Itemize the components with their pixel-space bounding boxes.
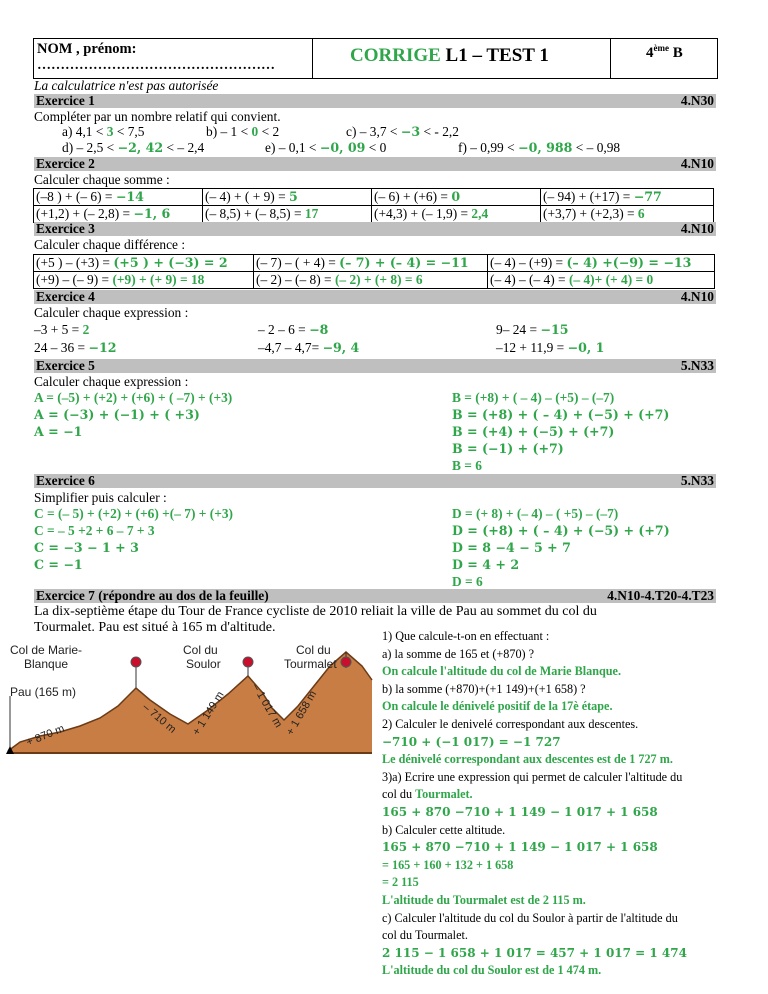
- exercise-3-code: 4.N10: [680, 221, 714, 236]
- ex3-table: [33, 254, 715, 289]
- ex1-item-a: a) 4,1 < 3 < 7,5: [62, 124, 145, 139]
- exercise-5-bar: [34, 359, 716, 373]
- ex7-line: L'altitude du col du Soulor est de 1 474 m.: [382, 963, 602, 978]
- exercise-4-instruction: Calculer chaque expression :: [34, 305, 189, 320]
- ex6-right-line: D = (+ 8) + (– 4) – ( +5) – (–7): [452, 506, 619, 521]
- label-pau: Pau (165 m): [10, 685, 77, 699]
- ex6-right-line: D = 8 −4 − 5 + 7: [452, 540, 571, 555]
- exercise-5-code: 5.N33: [680, 358, 714, 373]
- ex2-table: [33, 188, 714, 223]
- ex6-left-line: C = −3 − 1 + 3: [34, 540, 139, 555]
- stage-profile-illustration: [0, 636, 380, 756]
- ex7-line: b) Calculer cette altitude.: [382, 822, 506, 837]
- ex3-cell: (+5 ) – (+3) = (+5 ) + (−3) = 2: [34, 255, 254, 272]
- exercise-3-title: Exercice 3: [36, 221, 95, 236]
- ex3-cell: (– 7) – ( + 4) = (– 7) + (– 4) = −11: [254, 255, 488, 272]
- ex3-cell: (+9) – (– 9) = (+9) + (+ 9) = 18: [34, 272, 254, 289]
- ex2-cell: (– 94) + (+17) = −77: [541, 189, 714, 206]
- exercise-2-title: Exercice 2: [36, 156, 95, 171]
- ex6-right-line: D = (+8) + ( – 4) + (−5) + (+7): [452, 523, 670, 538]
- ex1-item-e: e) – 0,1 < −0, 09 < 0: [265, 140, 387, 155]
- ex7-line: col du Tourmalet.: [382, 928, 468, 943]
- ex7-line: b) la somme (+870)+(+1 149)+(+1 658) ?: [382, 681, 586, 696]
- exercise-7-bar: [34, 589, 716, 603]
- exercise-6-instruction: Simplifier puis calculer :: [34, 490, 167, 505]
- ex7-line: 3)a) Ecrire une expression qui permet de calculer l'altitude du: [382, 769, 683, 784]
- ex4-item: –12 + 11,9 = −0, 1: [496, 340, 605, 355]
- ex5-left-line: A = −1: [34, 424, 83, 439]
- exercise-2-instruction: Calculer chaque somme :: [34, 172, 170, 187]
- ex7-line: −710 + (−1 017) = −1 727: [382, 734, 561, 749]
- ex2-cell: (– 4) + ( + 9) = 5: [203, 189, 372, 206]
- name-cell: [34, 39, 313, 78]
- ex5-right-line: B = (−1) + (+7): [452, 441, 564, 456]
- exercise-3-bar: [34, 222, 716, 236]
- level-cell: [612, 39, 717, 78]
- ex7-line: 1) Que calcule-t-on en effectuant :: [382, 629, 550, 643]
- exercise-7-code: 4.N10-4.T20-4.T23: [607, 588, 714, 603]
- exercise-1-instruction: Compléter par un nombre relatif qui convient.: [34, 109, 281, 124]
- ex5-right-line: B = (+8) + ( – 4) + (−5) + (+7): [452, 407, 670, 422]
- title-cell: [314, 39, 611, 78]
- ex4-item: 24 – 36 = −12: [34, 340, 117, 355]
- ex2-cell: (– 6) + (+6) = 0: [372, 189, 541, 206]
- ex6-right-line: D = 6: [452, 574, 483, 589]
- summit-marker-icon: [243, 657, 253, 667]
- exercise-6-title: Exercice 6: [36, 473, 95, 488]
- calculator-note: La calculatrice n'est pas autorisée: [34, 78, 219, 93]
- exercise-6-bar: [34, 474, 716, 488]
- ex5-right-line: B = 6: [452, 458, 482, 473]
- ex2-cell: (– 8,5) + (– 8,5) = 17: [203, 206, 372, 223]
- ex4-item: 9– 24 = −15: [496, 322, 569, 337]
- ex3-cell: (– 4) – (+9) = (– 4) +(−9) = −13: [488, 255, 715, 272]
- ex6-left-line: C = (– 5) + (+2) + (+6) +(– 7) + (+3): [34, 506, 233, 521]
- summit-marker-icon: [131, 657, 141, 667]
- exercise-4-code: 4.N10: [680, 289, 714, 304]
- ex5-left-line: A = (−3) + (−1) + ( +3): [34, 407, 200, 422]
- slope-label-3: + 1 149 m: [190, 689, 227, 738]
- slope-label-5: + 1 658 m: [284, 688, 320, 738]
- ex1-item-b: b) – 1 < 0 < 2: [206, 124, 280, 139]
- ex7-line: Le dénivelé correspondant aux descentes est de 1 727 m.: [382, 752, 673, 767]
- exercise-1-code: 4.N30: [680, 93, 714, 108]
- exercise-5-title: Exercice 5: [36, 358, 95, 373]
- ex5-left-line: A = (–5) + (+2) + (+6) + ( –7) + (+3): [34, 390, 233, 405]
- ex6-left-line: C = −1: [34, 557, 83, 572]
- ex7-line: col du Tourmalet.: [382, 787, 473, 802]
- ex7-line: = 165 + 160 + 132 + 1 658: [382, 857, 514, 872]
- ex7-line: c) Calculer l'altitude du col du Soulor à partir de l'altitude du: [382, 910, 678, 925]
- ex4-item: –4,7 – 4,7= −9, 4: [258, 340, 360, 355]
- exercise-1-bar: [34, 94, 716, 108]
- label-col-soulor: Col du: [183, 643, 218, 657]
- ex1-item-d: d) – 2,5 < −2, 42 < – 2,4: [62, 140, 205, 155]
- ex4-item: – 2 – 6 = −8: [258, 322, 329, 337]
- ex6-right-line: D = 4 + 2: [452, 557, 520, 572]
- ex3-cell: (– 4) – (– 4) = (– 4)+ (+ 4) = 0: [488, 272, 715, 289]
- exercise-3-instruction: Calculer chaque différence :: [34, 237, 186, 252]
- page-title: CORRIGE L1 – TEST 1: [350, 45, 549, 66]
- ex2-cell: (+3,7) + (+2,3) = 6: [541, 206, 714, 223]
- label-col-marie: Col de Marie-: [10, 643, 83, 657]
- ex2-cell: (+4,3) + (– 1,9) = 2,4: [372, 206, 541, 223]
- ex7-line: 2) Calculer le denivelé correspondant aux descentes.: [382, 716, 639, 731]
- ex7-line: 165 + 870 −710 + 1 149 − 1 017 + 1 658: [382, 804, 658, 819]
- exercise-4-bar: [34, 290, 716, 304]
- name-label: NOM , prénom:: [37, 41, 137, 57]
- ex2-cell: (+1,2) + (– 2,8) = −1, 6: [34, 206, 203, 223]
- ex7-line: 165 + 870 −710 + 1 149 − 1 017 + 1 658: [382, 840, 658, 855]
- ex7-line: = 2 115: [382, 875, 419, 890]
- ex7-line: a) la somme de 165 et (+870) ?: [382, 646, 535, 661]
- ex7-intro: La dix-septième étape du Tour de France cycliste de 2010 reliait la ville de Pau au sommet du col du: [34, 604, 597, 619]
- ex4-item: –3 + 5 = 2: [34, 322, 90, 337]
- ex7-answers: [382, 628, 752, 980]
- label-col-tourmalet: Col du: [296, 643, 331, 657]
- ex1-item-c: c) – 3,7 < −3 < - 2,2: [346, 124, 459, 139]
- summit-marker-icon: [341, 657, 351, 667]
- ex7-line: 2 115 − 1 658 + 1 017 = 457 + 1 017 = 1 474: [382, 945, 687, 960]
- ex6-left-line: C = – 5 +2 + 6 – 7 + 3: [34, 523, 155, 538]
- slope-label-2: – 710 m: [140, 701, 179, 736]
- ex1-item-f: f) – 0,99 < −0, 988 < – 0,98: [458, 140, 621, 155]
- ex7-line: On calcule le dénivelé positif de la 17è étape.: [382, 699, 613, 714]
- level-label: 4ème B: [646, 43, 683, 61]
- ex2-cell: (–8 ) + (– 6) = −14: [34, 189, 203, 206]
- slope-label-1: + 870 m: [24, 722, 67, 749]
- ex7-intro: Tourmalet. Pau est situé à 165 m d'altitude.: [34, 620, 276, 635]
- ex5-right-line: B = (+8) + ( – 4) – (+5) – (–7): [452, 390, 615, 405]
- exercise-6-code: 5.N33: [680, 473, 714, 488]
- label-col-soulor-2: Soulor: [186, 657, 221, 671]
- header-box: [33, 38, 718, 79]
- ex3-cell: (– 2) – (– 8) = (– 2) + (+ 8) = 6: [254, 272, 488, 289]
- slope-label-4: – 1 017 m: [249, 681, 285, 730]
- exercise-5-instruction: Calculer chaque expression :: [34, 374, 189, 389]
- exercise-2-code: 4.N10: [680, 156, 714, 171]
- label-col-marie-2: Blanque: [24, 657, 69, 671]
- ex7-line: L'altitude du Tourmalet est de 2 115 m.: [382, 892, 586, 907]
- exercise-2-bar: [34, 157, 716, 171]
- ex7-line: On calcule l'altitude du col de Marie Blanque.: [382, 664, 622, 679]
- label-col-tourmalet-2: Tourmalet: [284, 657, 337, 671]
- ex5-right-line: B = (+4) + (−5) + (+7): [452, 424, 615, 439]
- exercise-4-title: Exercice 4: [36, 289, 95, 304]
- exercise-7-title: Exercice 7 (répondre au dos de la feuille): [36, 588, 269, 603]
- name-dots: ……………………………………………: [37, 58, 275, 73]
- exercise-1-title: Exercice 1: [36, 93, 95, 108]
